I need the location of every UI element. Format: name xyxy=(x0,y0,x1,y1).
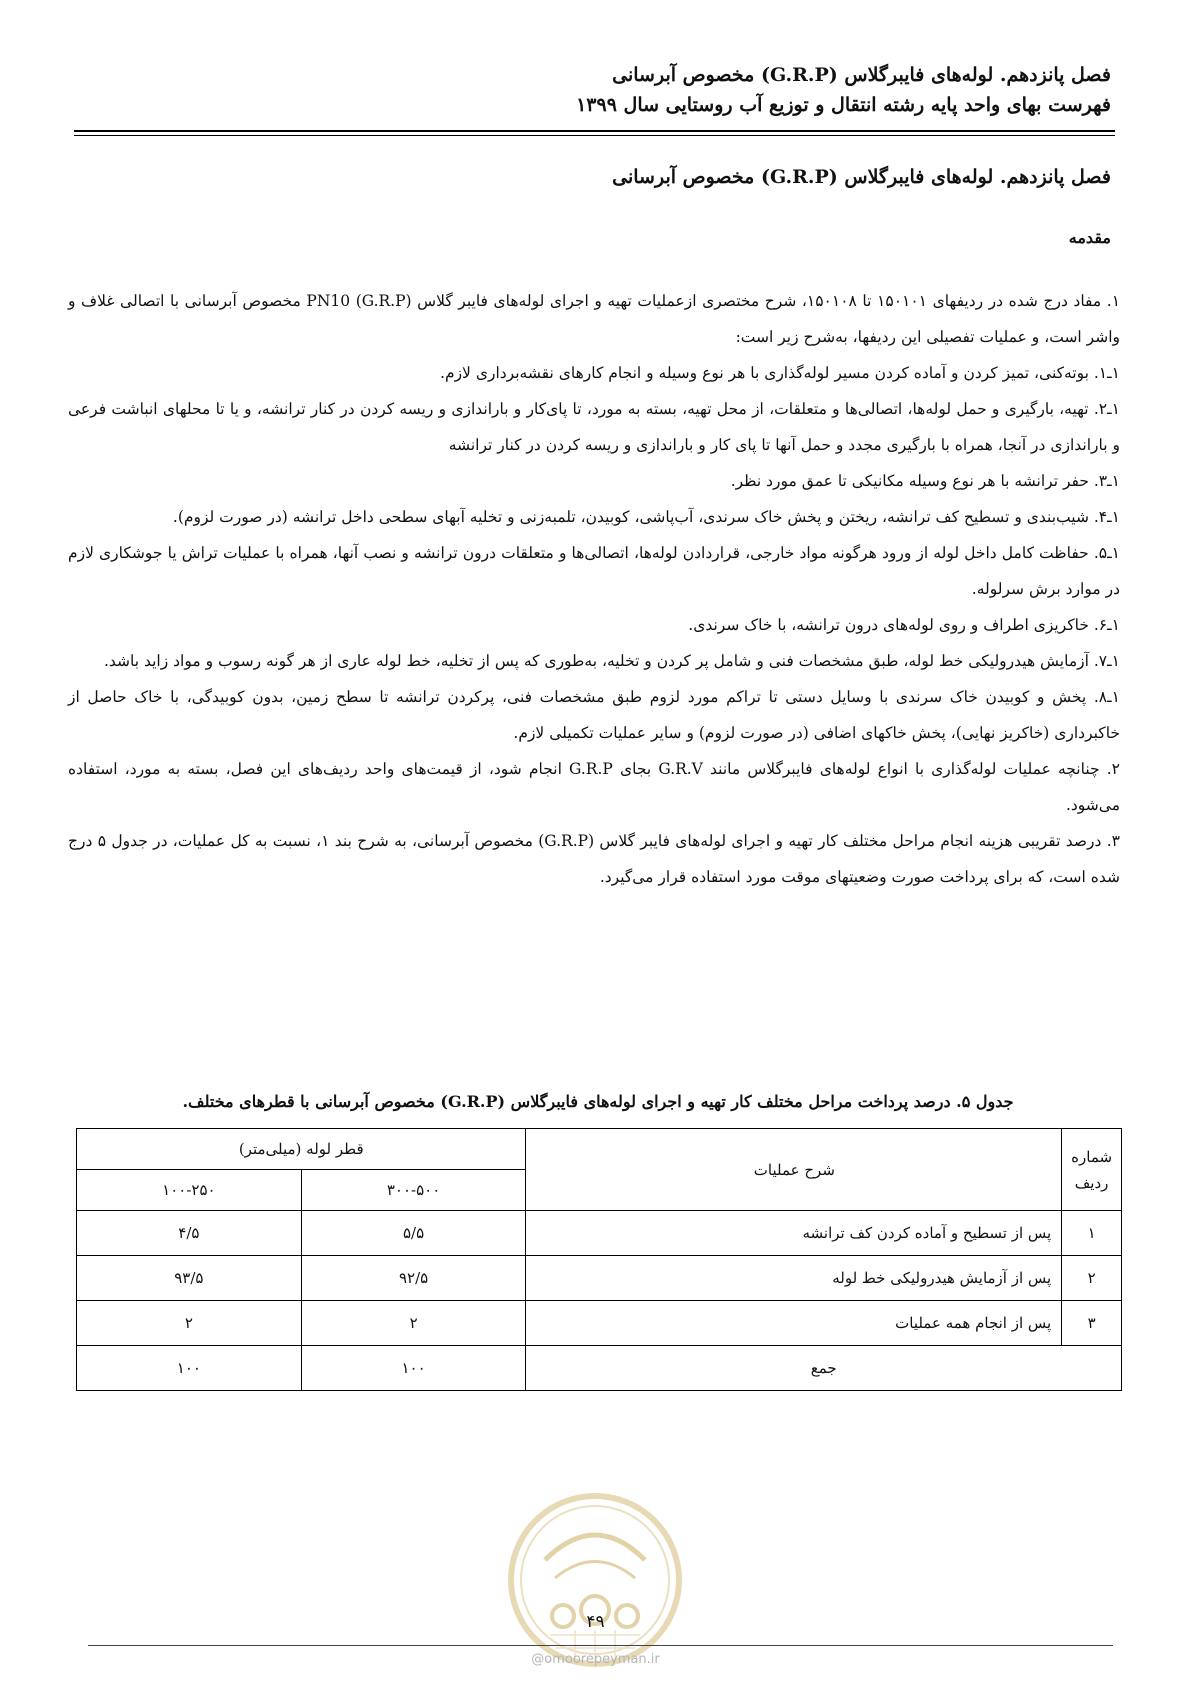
table-row xyxy=(77,1211,1122,1256)
table-row xyxy=(77,1256,1122,1301)
footer-divider xyxy=(88,1645,1113,1646)
header-document-title: فهرست بهای واحد پایه رشته انتقال و توزیع آب روستایی سال ۱۳۹۹ xyxy=(576,94,1111,116)
paragraph-1-7: ۱ـ۷. آزمایش هیدرولیکی خط لوله، طبق مشخصات فنی و شامل پر کردن و تخلیه، به‌طوری که پس از تخلیه، خط لوله عاری از هر گونه رسوب و مواد زاید باشد. xyxy=(103,652,1120,670)
paragraph-1-1: ۱ـ۱. بوته‌کنی، تمیز کردن و آماده کردن مسیر لوله‌گذاری با هر نوع وسیله و انجام کارهای نقشه‌برداری لازم. xyxy=(440,364,1120,382)
row-value-100-250: ۴/۵ xyxy=(77,1211,302,1256)
row-value-300-500: ۹۲/۵ xyxy=(301,1256,526,1301)
header-divider-thick xyxy=(74,130,1115,132)
paragraph-1-8: ۱ـ۸. پخش و کوبیدن خاک سرندی با وسایل دستی تا تراکم مورد لزوم طبق مشخصات فنی، پرکردن ترانشه تا سطح زمین، بدون کوبیدگی، با خاک حاصل از خاکبرداری (خاکریز نهایی)، پخش خاکهای اضافی (در صورت لزوم) و سایر عملیات تکمیلی لازم. xyxy=(68,688,1120,742)
payment-percentage-table xyxy=(76,1128,1122,1391)
header-description: شرح عملیات xyxy=(526,1129,1062,1211)
header-row-number-line2: ردیف xyxy=(1074,1173,1109,1192)
chapter-title: فصل پانزدهم. لوله‌های فایبرگلاس (G.R.P) مخصوص آبرسانی xyxy=(612,166,1111,188)
row-value-100-250: ۲ xyxy=(77,1301,302,1346)
row-value-100-250: ۹۳/۵ xyxy=(77,1256,302,1301)
header-row-number xyxy=(1062,1129,1122,1211)
paragraph-1-6: ۱ـ۶. خاکریزی اطراف و روی لوله‌های درون ترانشه، با خاک سرندی. xyxy=(688,616,1120,634)
table-total-row xyxy=(77,1346,1122,1391)
paragraph-1-3: ۱ـ۳. حفر ترانشه با هر نوع وسیله مکانیکی تا عمق مورد نظر. xyxy=(730,472,1120,490)
paragraph-1-2: ۱ـ۲. تهیه، بارگیری و حمل لوله‌ها، اتصالی‌ها و متعلقات، از محل تهیه، بسته به مورد، تا پای‌کار و باراندازی و ریسه کردن در کنار ترانشه، و یا تا محلهای انباشت فرعی و باراندازی در آنجا، همراه با بارگیری مجدد و حمل آنها تا پای کار و باراندازی و ریسه کردن در کنار ترانشه xyxy=(68,400,1120,454)
paragraph-2: ۲. چنانچه عملیات لوله‌گذاری با انواع لوله‌های فایبرگلاس مانند G.R.V بجای G.R.P انجام شود، از قیمت‌های واحد ردیف‌های این فصل، بسته به مورد، استفاده می‌شود. xyxy=(68,760,1120,814)
header-row-number-line1: شماره xyxy=(1071,1147,1113,1166)
page-header xyxy=(80,60,1111,130)
row-value-300-500: ۲ xyxy=(301,1301,526,1346)
paragraph-1: ۱. مفاد درج شده در ردیفهای ۱۵۰۱۰۱ تا ۱۵۰۱۰۸، شرح مختصری ازعملیات تهیه و اجرای لوله‌های فایبر گلاس (G.R.P) PN10 مخصوص آبرسانی با اتصالی غلاف و واشر است، و عملیات تفصیلی این ردیفها، به‌شرح زیر است: xyxy=(68,292,1121,346)
total-value-300-500: ۱۰۰ xyxy=(301,1346,526,1391)
row-description: پس از آزمایش هیدرولیکی خط لوله xyxy=(526,1256,1062,1301)
row-number: ۱ xyxy=(1062,1211,1122,1256)
paragraph-3: ۳. درصد تقریبی هزینه انجام مراحل مختلف کار تهیه و اجرای لوله‌های فایبر گلاس (G.R.P) مخصوص آبرسانی، به شرح بند ۱، نسبت به کل عملیات، در جدول ۵ درج شده است، که برای پرداخت صورت وضعیتهای موقت مورد استفاده قرار می‌گیرد. xyxy=(68,832,1120,886)
table-header-row xyxy=(77,1129,1122,1170)
header-chapter-title: فصل پانزدهم. لوله‌های فایبرگلاس (G.R.P) مخصوص آبرسانی xyxy=(612,64,1111,86)
row-number: ۳ xyxy=(1062,1301,1122,1346)
row-value-300-500: ۵/۵ xyxy=(301,1211,526,1256)
header-pipe-diameter: قطر لوله (میلی‌متر) xyxy=(77,1129,526,1170)
table-row xyxy=(77,1301,1122,1346)
paragraph-1-4: ۱ـ۴. شیب‌بندی و تسطیح کف ترانشه، ریختن و پخش خاک سرندی، آب‌پاشی، کوبیدن، تلمبه‌زنی و تخلیه آبهای سطحی داخل ترانشه (در صورت لزوم). xyxy=(172,508,1120,526)
header-range-300-500: ۳۰۰-۵۰۰ xyxy=(301,1170,526,1211)
page-number: ۴۹ xyxy=(586,1612,605,1632)
header-range-100-250: ۱۰۰-۲۵۰ xyxy=(77,1170,302,1211)
table-caption: جدول ۵. درصد پرداخت مراحل مختلف کار تهیه و اجرای لوله‌های فایبرگلاس (G.R.P) مخصوص آبرسانی با قطرهای مختلف. xyxy=(182,1092,1014,1111)
row-description: پس از تسطیح و آماده کردن کف ترانشه xyxy=(526,1211,1062,1256)
paragraph-1-5: ۱ـ۵. حفاظت کامل داخل لوله از ورود هرگونه مواد خارجی، قراردادن لوله‌ها، اتصالی‌ها و متعلقات درون ترانشه و نصب آنها، همراه با عملیات تراش یا جوشکاری لازم در موارد برش سرلوله. xyxy=(68,544,1120,598)
body-text xyxy=(68,283,1120,895)
total-label: جمع xyxy=(526,1346,1122,1391)
website-watermark: @omoorepeyman.ir xyxy=(531,1652,660,1667)
row-number: ۲ xyxy=(1062,1256,1122,1301)
header-divider-thin xyxy=(74,135,1115,136)
watermark-seal-logo xyxy=(505,1490,685,1670)
total-value-100-250: ۱۰۰ xyxy=(77,1346,302,1391)
row-description: پس از انجام همه عملیات xyxy=(526,1301,1062,1346)
intro-heading: مقدمه xyxy=(1068,228,1111,247)
